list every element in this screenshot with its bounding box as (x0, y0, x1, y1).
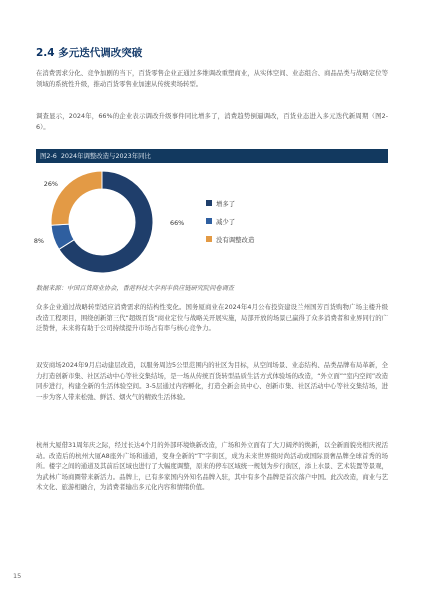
legend-swatch-2 (206, 236, 212, 242)
page-number: 15 (13, 572, 22, 580)
legend-swatch-0 (206, 200, 212, 206)
legend-label-0: 增多了 (216, 200, 236, 208)
section-title: 多元迭代调改突破 (58, 47, 143, 59)
donut-slice-2 (51, 171, 102, 225)
intro-paragraph: 在消费需求分化、竞争加剧的当下，百货零售企业正通过多维调改重塑商业，从实体空间、业态组合、商品品类与战略定位等领域的系统性升级，推动百货零售业加速从传统卖场转型。 (36, 69, 388, 88)
section-number: 2.4 (36, 47, 55, 59)
legend-label-1: 减少了 (216, 218, 236, 226)
survey-paragraph: 调查显示，2024年，66%的企业表示调改升级事件同比增多了，消费趋势倒逼调改，百货业态进入多元迭代新周期（图2-6）。 (36, 112, 388, 131)
figure-id: 图2-6 (40, 152, 57, 160)
slice-value-label-0: 66% (170, 219, 185, 227)
figure-title: 2024年调整改造与2023年同比 (60, 152, 151, 160)
legend-swatch-1 (206, 218, 212, 224)
body-paragraph-1: 众多企业通过战略转型适应消费需求的结构性变化。国务厦商业在2024年4月公布投资建设兰州国芳百货购物广场主楼升级改造工程项目，围绕创新第三代“超级百货”商业定位与战略关开展实施，局部开放的场景已赢得了众多消费者和业界同行的广泛赞誉，未来将有助于公司持续提升市场占有率与核心竞争力。 (36, 303, 388, 332)
slice-value-label-1: 8% (33, 237, 44, 245)
body-paragraph-3: 杭州大厦借31周年庆之际，经过长达4个月的外部环境焕新改造，广场和外立面有了大刀阔斧的焕新，以全新面貌亮相庆祝活动。改造后的杭州大厦A8座外广场和通道，变身全新的“T”字街区，成为未来世界级时尚活动或国际顶奢品牌全球首秀的场所。楼宇之间的通道及其前后区域也进行了大幅度调整，原来的停车区域统一规划为步行街区，添上水景、艺术装置等景观，为武林广场商圈带来新活力。品牌上，已有多家国内外知名品牌入驻，其中有多个品牌是首次落户中国。此次改造，商业与艺术文化、旅游相融合，为消费者输出多元化内容和情绪价值。 (36, 441, 388, 491)
slice-value-label-2: 26% (43, 180, 58, 188)
figure-source: 数据来源：中国百货商业协会，香港科技大学利丰供应链研究院问卷调查 (36, 285, 234, 292)
body-paragraph-2: 双安商场2024年9月启动建层改造，以服务周边5公里范围内的社区为目标，从空间场景、业态结构、品类品牌布局革新，全力打造创新市集、社区活动中心等社交集结场，是一场从传统百货转型品质生活方式体验场的改造，“外立面”“室内空间”改造同步进行，构建全新的生活体验空间。3-5层通过内容孵化，打造全新会员中心、创新市集、社区活动中心等社交集结场，进一步为客人带来松弛、鲜活、烟火气的精致生活体验。 (36, 361, 388, 401)
legend-label-2: 没有调整改造 (216, 236, 255, 244)
